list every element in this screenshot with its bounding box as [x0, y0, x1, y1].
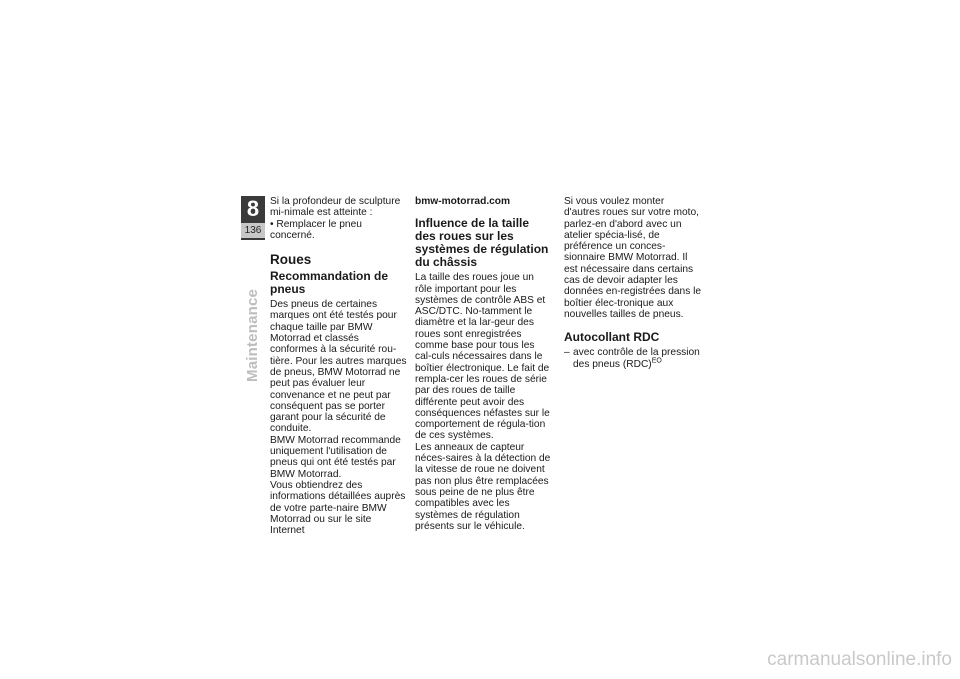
column-3 — [564, 196, 702, 370]
paragraph: Si la profondeur de sculpture mi-nimale est atteinte : — [270, 196, 401, 219]
section-label: Maintenance — [244, 288, 261, 382]
paragraph: Si vous voulez monter d'autres roues sur votre moto, parlez-en d'abord avec un atelier spécia-lisé, de préférence un conces-sionnaire BMW Motorrad. Il est nécessaire dans certains cas de devoir adapter les données en-registrées dans le boîtier élec-tronique aux nouvelles tailles de pneus. — [564, 196, 702, 320]
bullet-item: • Remplacer le pneu concerné. — [270, 218, 362, 241]
chapter-number: 8 — [246, 196, 260, 221]
list-item — [564, 347, 702, 370]
paragraph: La taille des roues joue un rôle important pour les systèmes de contrôle ABS et ASC/DTC. No-tamment le diamètre et la lar-geur des roues sont enregistrées comme base pour tous les cal-culs nécessaires dans le boîtier électronique. Le fait de rempla-cer les roues de série par des roues de taille différente peut avoir des conséquences néfastes sur le comportement de régula-tion de ces systèmes. — [415, 272, 550, 442]
paragraph: Les anneaux de capteur néces-saires à la détection de la vitesse de roue ne doivent pas non plus être remplacées sous peine de ne plus être compatibles avec les systèmes de régulation présents sur le véhicule. — [415, 441, 551, 532]
paragraph: BMW Motorrad recommande uniquement l'utilisation de pneus qui ont été testés par BMW Motorrad. — [270, 434, 401, 480]
chapter-marker — [241, 196, 265, 240]
subsection-heading: Autocollant RDC — [564, 330, 660, 345]
list-item-text: avec contrôle de la pression des pneus (RDC) — [573, 347, 700, 370]
subsection-heading: Influence de la taille des roues sur les systèmes de régulation du châssis — [415, 216, 549, 270]
website-link[interactable]: bmw-motorrad.com — [415, 196, 511, 207]
dash-icon: – — [564, 347, 570, 359]
column-2 — [415, 196, 553, 532]
option-code: EO — [651, 357, 662, 365]
section-heading: Roues — [270, 252, 312, 268]
paragraph: Vous obtiendrez des informations détaillées auprès de votre parte-naire BMW Motorrad ou sur le site Internet — [270, 479, 406, 537]
subsection-heading: Recommandation de pneus — [270, 269, 389, 297]
watermark: carmanualsonline.info — [767, 649, 952, 670]
column-1 — [270, 196, 408, 536]
page-number: 136 — [241, 223, 265, 238]
paragraph: Des pneus de certaines marques ont été testés pour chaque taille par BMW Motorrad et classés conformes à la sécurité rou-tière. Pour les autres marques de pneus, BMW Motorrad ne peut pas évaluer leur convenance et ne peut par conséquent pas se porter garant pour la sécurité de conduite. — [270, 299, 407, 435]
